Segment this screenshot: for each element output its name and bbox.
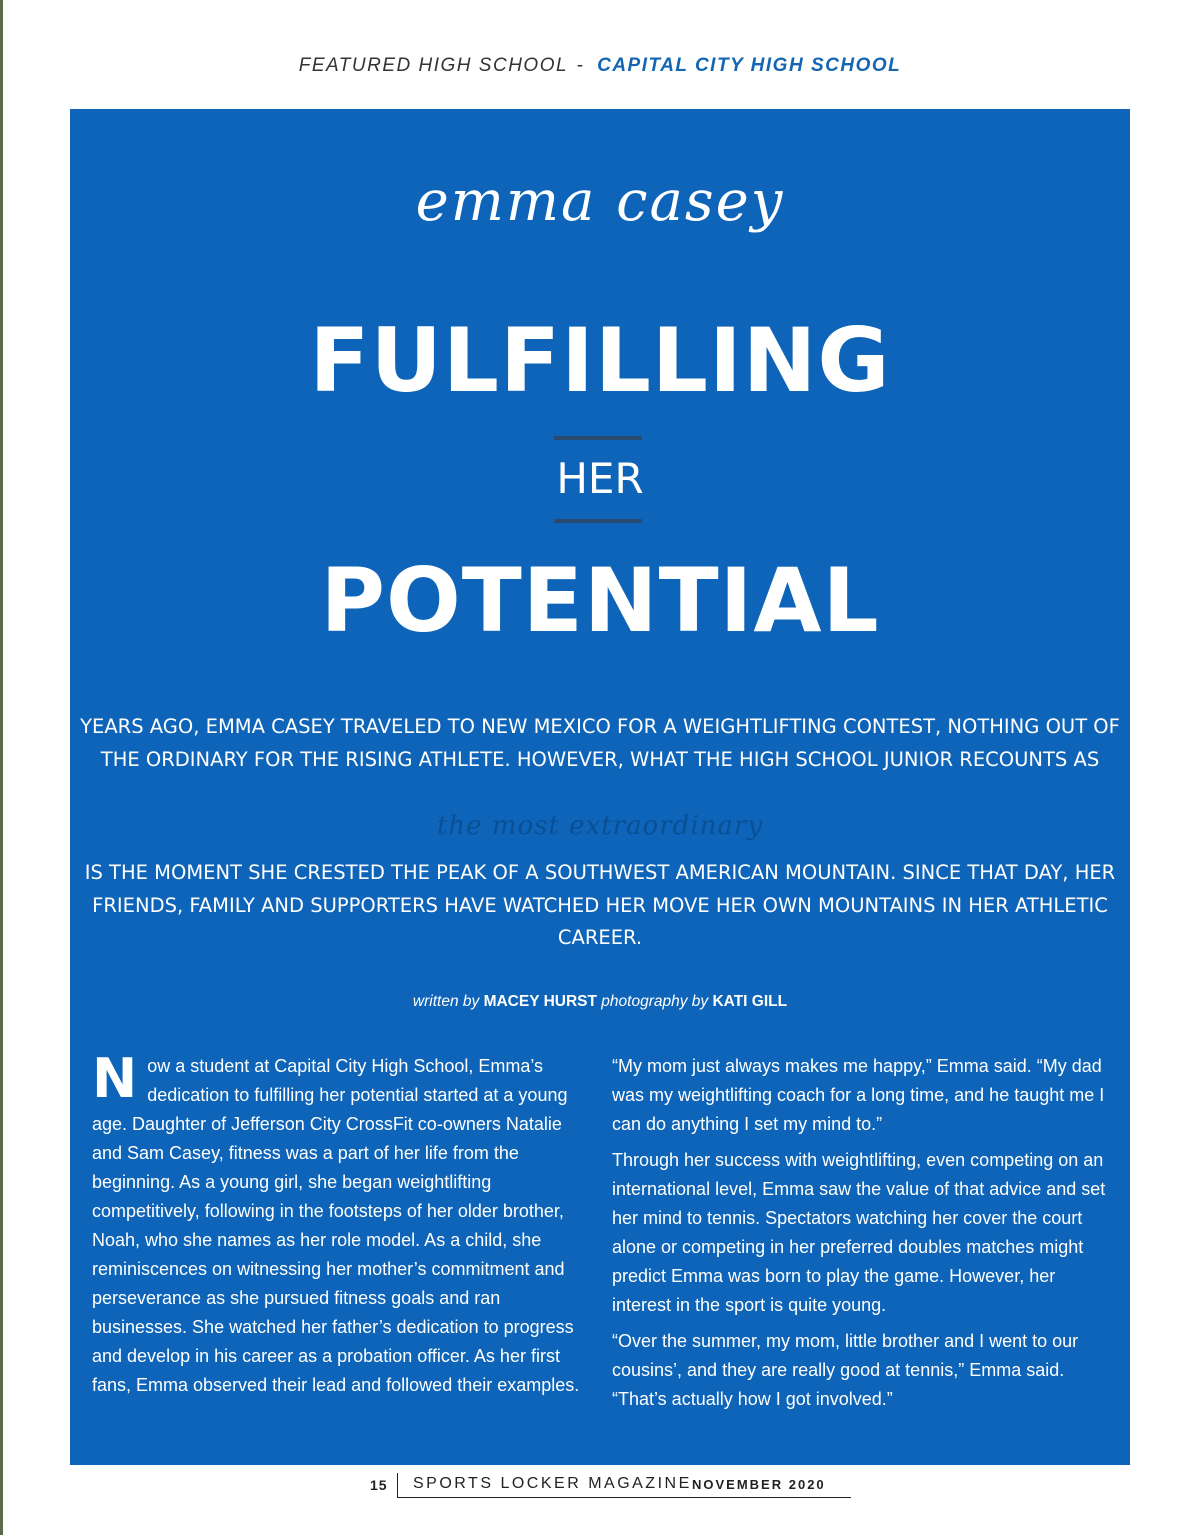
intro-text-part2 — [70, 857, 1130, 955]
article-column-right — [612, 1052, 1112, 1421]
athlete-signature: emma casey — [415, 169, 785, 234]
headline-bottom: POTENTIAL — [320, 549, 880, 652]
drop-cap: N — [92, 1047, 138, 1110]
page-number: 15 — [370, 1477, 388, 1493]
photography-by-label: photography by — [601, 993, 709, 1010]
headline-rule-bottom — [554, 519, 642, 523]
header-separator: - — [576, 55, 585, 76]
article-paragraph: Through her success with weightlifting, even competing on an international level, Emma saw the value of that advice and set her mind to tennis. Spectators watching her cover the court alone or competing in her preferred doubles matches might predict Emma was born to play the game. However, her interest in the sport is quite young. — [612, 1150, 1106, 1315]
intro-text-part1 — [70, 711, 1130, 776]
article-paragraph-quote: “Over the summer, my mom, little brother and I went to our cousins’, and they are really good at tennis,” Emma said. “That’s actually how I got involved.” — [612, 1331, 1079, 1409]
footer-underline — [397, 1497, 851, 1498]
headline-top: FULFILLING — [309, 309, 891, 412]
written-by-label: written by — [412, 993, 480, 1010]
section-label: FEATURED HIGH SCHOOL — [298, 55, 568, 76]
article-paragraph — [92, 1047, 580, 1400]
headline-middle: HER — [556, 454, 644, 503]
section-header — [0, 55, 1200, 77]
article-paragraph-quote: “My mom just always makes me happy,” Emma said. “My dad was my weightlifting coach for a long time, and he taught me I can do anything I set my mind to.” — [612, 1056, 1105, 1134]
feature-panel — [70, 109, 1130, 1465]
byline — [70, 993, 1130, 1011]
intro-part2-text: IS THE MOMENT SHE CRESTED THE PEAK OF A SOUTHWEST AMERICAN MOUNTAIN. SINCE THAT DAY, HER FRIENDS, FAMILY AND SUPPORTERS HAVE WATCHED HER MOVE HER OWN MOUNTAINS IN HER ATHLETIC CAREER. — [84, 861, 1116, 949]
page-footer — [0, 1473, 1200, 1499]
featured-school-name: CAPITAL CITY HIGH SCHOOL — [597, 55, 902, 76]
writer-name: MACEY HURST — [483, 993, 597, 1010]
page-edge — [0, 0, 3, 1535]
issue-date: NOVEMBER 2020 — [692, 1477, 826, 1492]
magazine-name: SPORTS LOCKER MAGAZINE — [413, 1475, 692, 1492]
headline-rule-top — [554, 436, 642, 440]
article-column-left — [92, 1047, 580, 1407]
photographer-name: KATI GILL — [712, 993, 788, 1010]
footer-divider — [397, 1473, 398, 1497]
intro-part1-text: YEARS AGO, EMMA CASEY TRAVELED TO NEW MEXICO FOR A WEIGHTLIFTING CONTEST, NOTHING OUT OF THE ORDINARY FOR THE RISING ATHLETE. HOWEVER, WHAT THE HIGH SCHOOL JUNIOR RECOUNTS AS — [80, 715, 1120, 771]
intro-script-phrase: the most extraordinary — [436, 811, 764, 841]
left-paragraph-text: ow a student at Capital City High School, Emma’s dedication to fulfilling her potential started at a young age. Daughter of Jefferson City CrossFit co-owners Natalie and Sam Casey, fitness was a part of her life from the beginning. As a young girl, she began weightlifting competitively, following in the footsteps of her older brother, Noah, who she names as her role model. As a child, she reminiscences on witnessing her mother’s commitment and perseverance as she pursued fitness goals and ran businesses. She watched her father’s dedication to progress and develop in his career as a probation officer. As her first fans, Emma observed their lead and followed their examples. — [92, 1056, 580, 1395]
